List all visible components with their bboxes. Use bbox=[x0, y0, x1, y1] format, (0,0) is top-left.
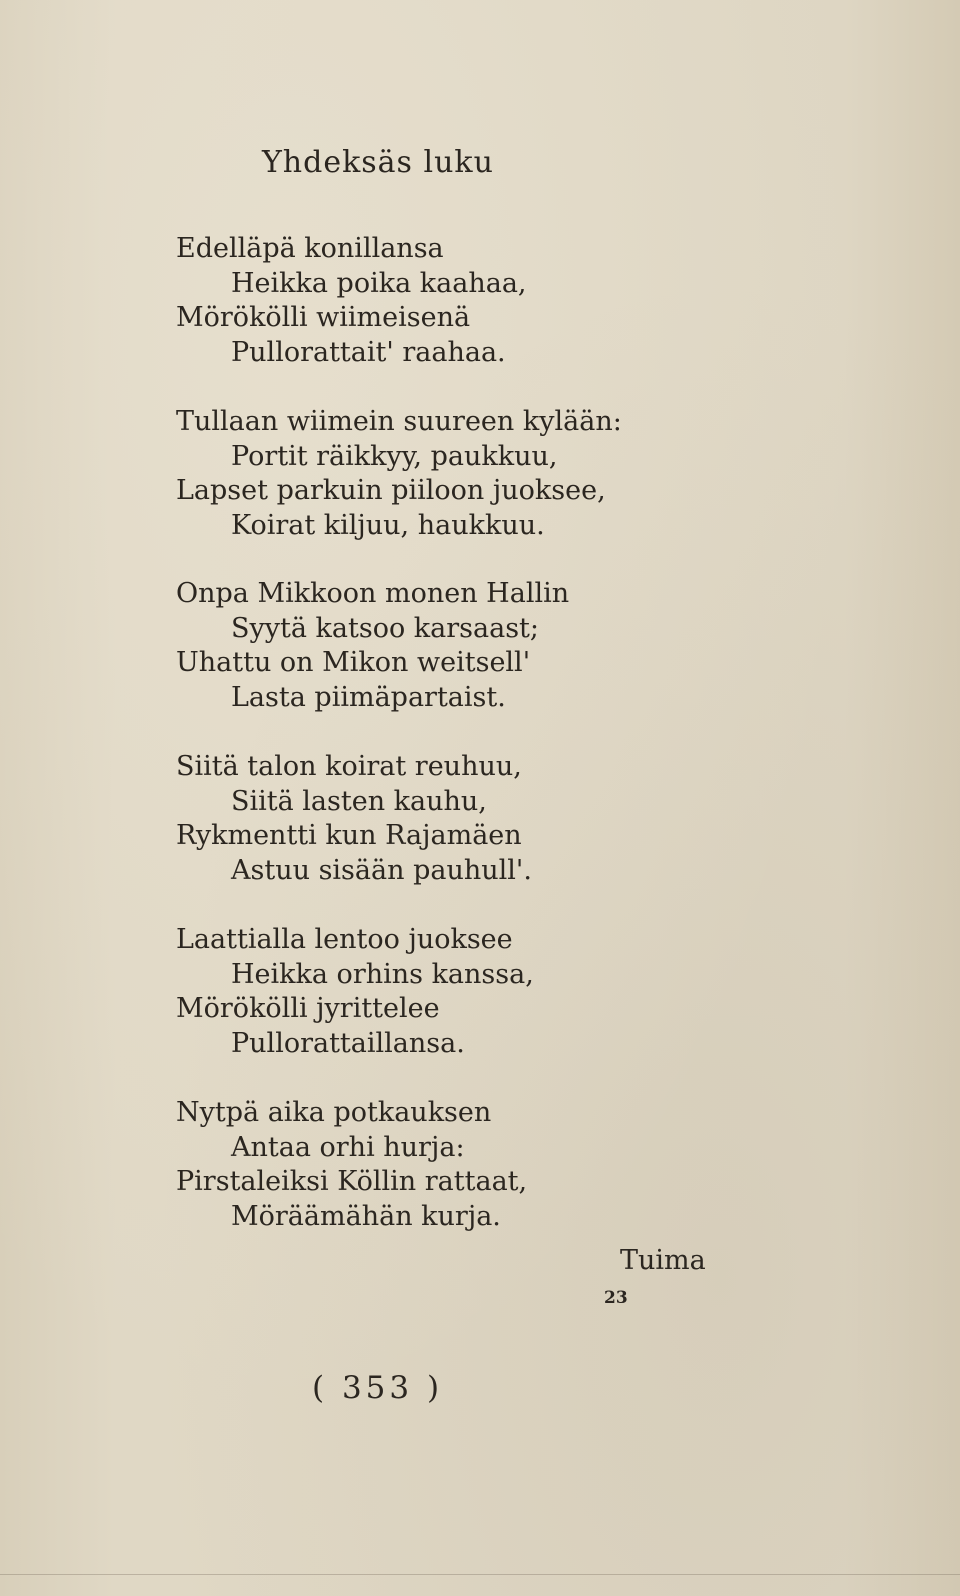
poem-line: Koirat kiljuu, haukkuu. bbox=[231, 509, 545, 541]
poem-line: Lasta piimäpartaist. bbox=[231, 681, 506, 713]
poem-line: Rykmentti kun Rajamäen bbox=[176, 820, 522, 851]
poem-line: Nytpä aika potkauksen bbox=[176, 1097, 492, 1128]
poem-line: Siitä talon koirat reuhuu, bbox=[176, 751, 522, 782]
poem-line: Pullorattaillansa. bbox=[231, 1027, 465, 1059]
stanza-5 bbox=[176, 923, 736, 1061]
stanza-3 bbox=[176, 577, 736, 715]
stanza-2 bbox=[176, 405, 736, 543]
page-edge-divider bbox=[0, 1574, 960, 1575]
poem-line: Möräämähän kurja. bbox=[231, 1200, 501, 1232]
poem-line: Heikka orhins kanssa, bbox=[231, 958, 534, 990]
poem-line: Onpa Mikkoon monen Hallin bbox=[176, 578, 570, 609]
chapter-title: Yhdeksäs luku bbox=[262, 145, 494, 180]
poem-line: Portit räikkyy, paukkuu, bbox=[231, 440, 558, 472]
stanza-6 bbox=[176, 1096, 736, 1234]
signature-mark: 23 bbox=[604, 1288, 628, 1308]
poem-line: Edelläpä konillansa bbox=[176, 233, 444, 264]
poem-line: Pullorattait' raahaa. bbox=[231, 336, 506, 368]
poem-line: Lapset parkuin piiloon juoksee, bbox=[176, 475, 606, 506]
poem-line: Uhattu on Mikon weitsell' bbox=[176, 647, 531, 678]
page-number: ( 353 ) bbox=[312, 1370, 444, 1406]
stanza-4 bbox=[176, 750, 736, 888]
poem-line: Mörökölli wiimeisenä bbox=[176, 302, 471, 333]
poem-line: Siitä lasten kauhu, bbox=[231, 785, 487, 817]
poem-line: Mörökölli jyrittelee bbox=[176, 993, 440, 1024]
poem-line: Heikka poika kaahaa, bbox=[231, 267, 527, 299]
poem-line: Astuu sisään pauhull'. bbox=[231, 854, 532, 886]
poem-line: Pirstaleiksi Köllin rattaat, bbox=[176, 1166, 528, 1197]
poem-line: Laattialla lentoo juoksee bbox=[176, 924, 513, 955]
poem-line: Syytä katsoo karsaast; bbox=[231, 612, 540, 644]
poem-line: Tullaan wiimein suureen kylään: bbox=[176, 406, 622, 437]
author-name: Tuima bbox=[620, 1245, 706, 1276]
poem-line: Antaa orhi hurja: bbox=[231, 1131, 465, 1163]
stanza-1 bbox=[176, 232, 736, 370]
